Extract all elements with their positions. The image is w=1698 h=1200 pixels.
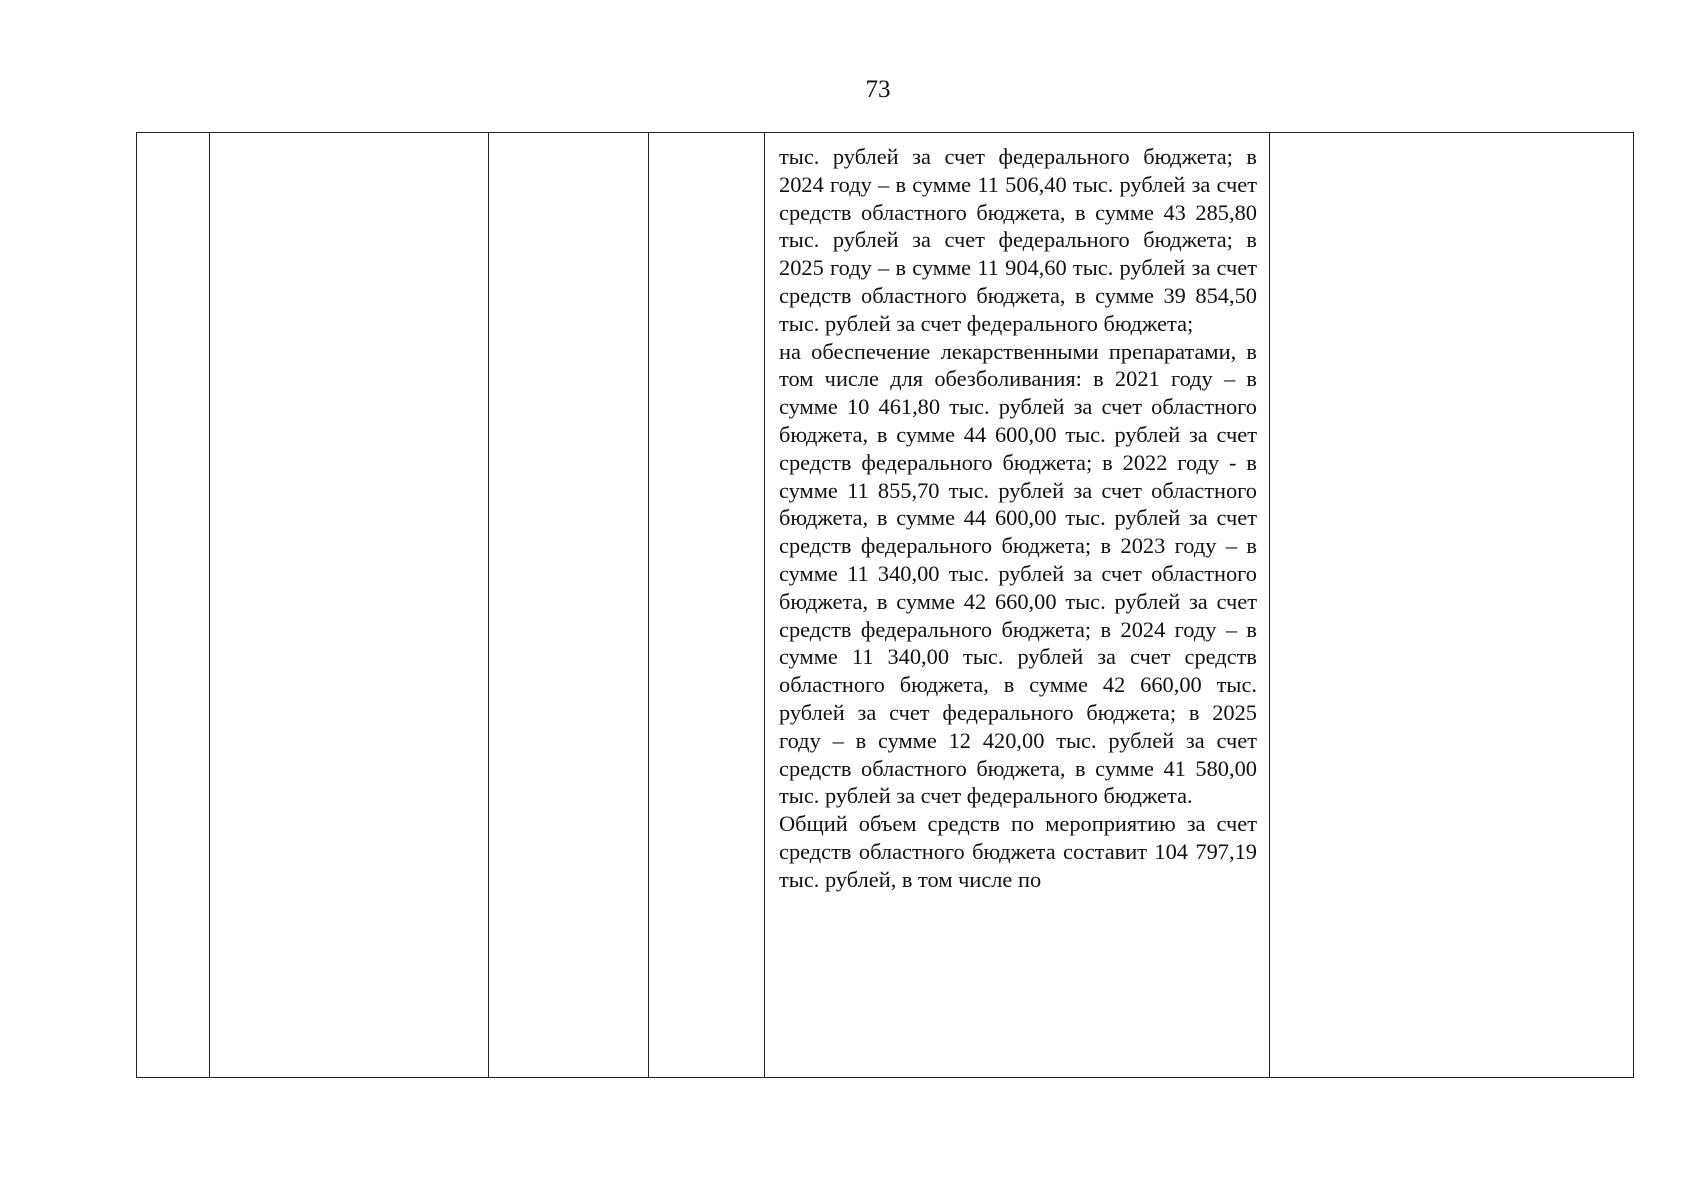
page-number: 73 bbox=[865, 76, 891, 103]
table-cell-col-6 bbox=[1270, 133, 1634, 1078]
table-cell-col-1 bbox=[137, 133, 210, 1078]
paragraph-total-volume: Общий объем средств по мероприятию за счет средств областного бюджета составит 104 797,19 тыс. рублей, в том числе по bbox=[779, 811, 1257, 892]
table-cell-col-4 bbox=[649, 133, 765, 1078]
table-row bbox=[137, 133, 1634, 1078]
paragraph-federal-budget-continuation: тыс. рублей за счет федерального бюджета; в 2024 году – в сумме 11 506,40 тыс. рублей за счет средств областного бюджета, в сумме 43 285,80 тыс. рублей за счет федерального бюджета; в 2025 году – в сумме 11 904,60 тыс. рублей за счет средств областного бюджета, в сумме 39 854,50 тыс. рублей за счет федерального бюджета; bbox=[779, 144, 1257, 336]
table-cell-col-3 bbox=[489, 133, 649, 1078]
paragraph-medication-funding: на обеспечение лекарственными препаратами, в том числе для обезболивания: в 2021 году – в сумме 10 461,80 тыс. рублей за счет областного бюджета, в сумме 44 600,00 тыс. рублей за счет средств федерального бюджета; в 2022 году - в сумме 11 855,70 тыс. рублей за счет областного бюджета, в сумме 44 600,00 тыс. рублей за счет средств федерального бюджета; в 2023 году – в сумме 11 340,00 тыс. рублей за счет областного бюджета, в сумме 42 660,00 тыс. рублей за счет средств федерального бюджета; в 2024 году – в сумме 11 340,00 тыс. рублей за счет средств областного бюджета, в сумме 42 660,00 тыс. рублей за счет федерального бюджета; в 2025 году – в сумме 12 420,00 тыс. рублей за счет средств областного бюджета, в сумме 41 580,00 тыс. рублей за счет федерального бюджета. bbox=[779, 338, 1257, 809]
table-cell-description bbox=[765, 133, 1270, 1078]
table-cell-col-2 bbox=[210, 133, 489, 1078]
document-table bbox=[136, 132, 1634, 1078]
